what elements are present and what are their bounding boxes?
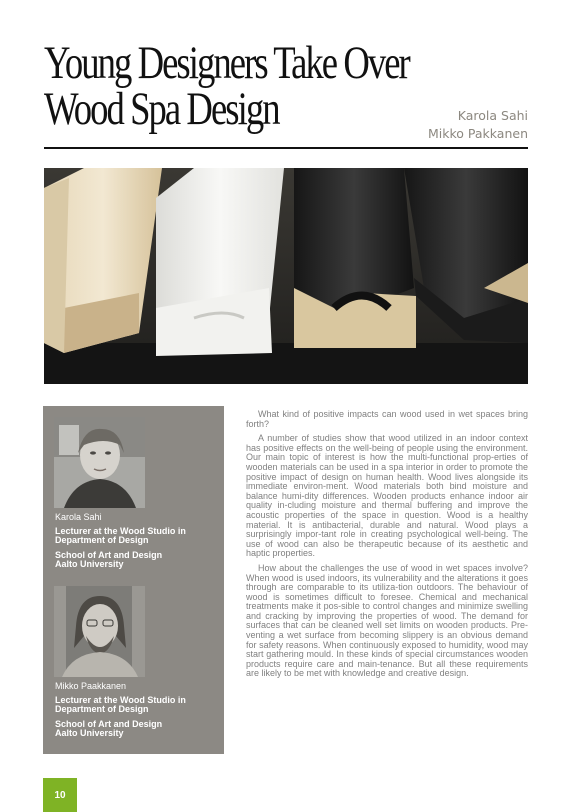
title-divider — [44, 147, 528, 149]
profile-school: School of Art and Design — [55, 549, 163, 560]
body-paragraph: How about the challenges the use of wood in wet spaces involve? When wood is used indoors, its vulnerability and the alterations it goes through are comparable to its utiliza-tion outdoors. The behaviour of wood is sometimes difficult to foresee. Chemical and mechanical treatments make it pos-sible to control changes and minimize swelling and cracking by improving the properties of wood. The demand for surfaces that can be cleaned well set limits on wooden products. Pre-venting a wet surface from becoming slippery is an obvious demand for safety reasons. When continuously exposed to humidity, wood may start gathering mould. In these kinds of special circumstances wooden products require care and main-tenance. But all these requirements are likely to be met with knowledge and creative design. — [246, 562, 528, 679]
body-paragraph: What kind of positive impacts can wood used in wet spaces bring forth? — [246, 409, 528, 429]
profile-role: Lecturer at the Wood Studio in — [55, 694, 186, 705]
profile-role: Department of Design — [55, 704, 149, 714]
portrait-mikko-paakkanen — [54, 586, 145, 677]
profile-caption-mikko — [55, 682, 215, 739]
page-number-badge — [43, 778, 77, 812]
author-byline — [428, 107, 528, 143]
article-body — [246, 410, 528, 684]
profile-school: Aalto University — [55, 559, 124, 569]
profile-role: Lecturer at the Wood Studio in — [55, 525, 186, 536]
profile-school: School of Art and Design — [55, 718, 163, 729]
profile-name: Mikko Paakkanen — [55, 681, 127, 691]
wood-samples-photo — [44, 168, 528, 384]
page-number: 10 — [54, 790, 66, 801]
title-line-1: Young Designers Take Over — [44, 37, 409, 89]
body-paragraph: A number of studies show that wood utilized in an indoor context has positive effects on the well-being of people using the environment. Our main topic of interest is how the multi-functional prop-erties of wooden materials can be used in a spa interior in order to promote the positive impact of design on human health. Wood lives alongside its immediate environ-ment. Wood materials both bind moisture and balance humi-dity differences. Wooden products enhance indoor air quality in-cluding moisture and thermal buffering and improve the acoustic properties of the space in question. Wood is a healthy material. It is antibacterial, durable and natural. Wood plays a surprisingly impor-tant role in creating psychological well-being. The use of wood can also be therapeutic because of its aesthetic and haptic properties. — [246, 433, 528, 559]
author-name: Karola Sahi — [457, 108, 528, 123]
profile-name: Karola Sahi — [55, 512, 102, 522]
profile-caption-karola — [55, 513, 215, 570]
portrait-karola-sahi — [54, 417, 145, 508]
author-sidebar — [43, 406, 224, 754]
title-line-2: Wood Spa Design — [44, 83, 279, 135]
profile-role: Department of Design — [55, 535, 149, 545]
article-title — [44, 37, 409, 135]
author-name: Mikko Pakkanen — [428, 126, 528, 141]
profile-school: Aalto University — [55, 728, 124, 738]
